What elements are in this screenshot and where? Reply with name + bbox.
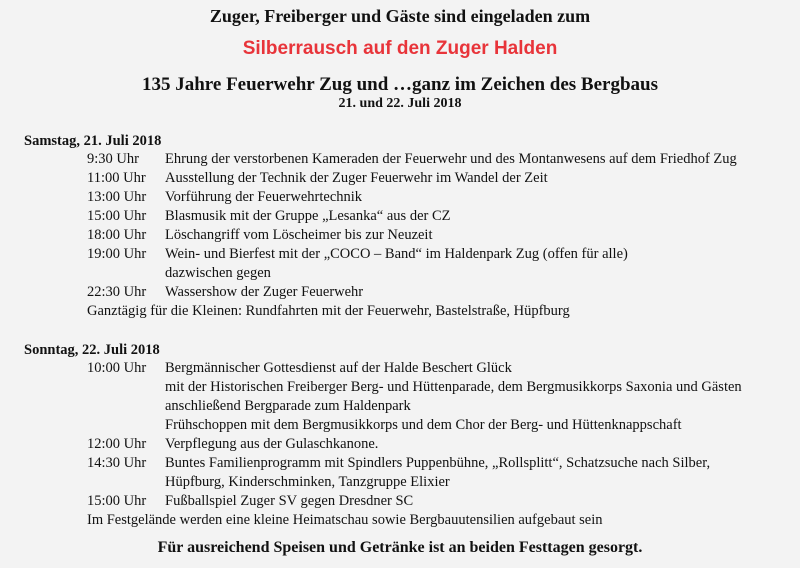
catering-note: Für ausreichend Speisen und Getränke ist an beiden Festtagen gesorgt. — [157, 539, 643, 556]
schedule-time: 12:00 Uhr — [87, 436, 147, 452]
schedule-time: 10:00 Uhr — [87, 360, 147, 376]
saturday-note-text: Ganztägig für die Kleinen: Rundfahrten mit der Feuerwehr, Bastelstraße, Hüpfburg — [87, 303, 570, 319]
saturday-heading: Samstag, 21. Juli 2018 — [24, 133, 162, 149]
schedule-time: 15:00 Uhr — [87, 493, 147, 509]
sunday-note-text: Im Festgelände werden eine kleine Heimatschau sowie Bergbauutensilien aufgebaut sein — [87, 512, 603, 528]
sunday-heading: Sonntag, 22. Juli 2018 — [24, 342, 160, 358]
schedule-desc: Wassershow der Zuger Feuerwehr — [165, 284, 364, 300]
schedule-time: 19:00 Uhr — [87, 246, 147, 262]
schedule-time: 18:00 Uhr — [87, 227, 147, 243]
schedule-time: 14:30 Uhr — [87, 455, 147, 471]
event-dates: 21. und 22. Juli 2018 — [338, 96, 462, 111]
schedule-desc: Wein- und Bierfest mit der „COCO – Band“ im Haldenpark Zug (offen für alle) — [165, 246, 628, 262]
event-title: Silberrausch auf den Zuger Halden — [242, 38, 558, 59]
schedule-desc: Ehrung der verstorbenen Kameraden der Feuerwehr und des Montanwesens auf dem Friedhof Zug — [165, 151, 737, 167]
schedule-desc: Buntes Familienprogramm mit Spindlers Puppenbühne, „Rollsplitt“, Schatzsuche nach Silber, — [165, 455, 711, 471]
schedule-time: 15:00 Uhr — [87, 208, 147, 224]
schedule-desc: Hüpfburg, Kinderschminken, Tanzgruppe Elixier — [165, 474, 450, 490]
schedule-desc: Blasmusik mit der Gruppe „Lesanka“ aus der CZ — [165, 208, 451, 224]
schedule-desc: mit der Historischen Freiberger Berg- und Hüttenparade, dem Bergmusikkorps Saxonia und Gästen — [165, 379, 742, 395]
schedule-desc: Fußballspiel Zuger SV gegen Dresdner SC — [165, 493, 414, 509]
schedule-time: 13:00 Uhr — [87, 189, 147, 205]
schedule-desc: Löschangriff vom Löscheimer bis zur Neuzeit — [165, 227, 433, 243]
schedule-desc: Bergmännischer Gottesdienst auf der Halde Beschert Glück — [165, 360, 512, 376]
schedule-desc: Ausstellung der Technik der Zuger Feuerwehr im Wandel der Zeit — [165, 170, 548, 186]
schedule-desc: dazwischen gegen — [165, 265, 271, 281]
schedule-desc: Vorführung der Feuerwehrtechnik — [165, 189, 363, 205]
schedule-desc: anschließend Bergparade zum Haldenpark — [165, 398, 411, 414]
schedule-desc: Verpflegung aus der Gulaschkanone. — [165, 436, 379, 452]
schedule-time: 9:30 Uhr — [87, 151, 139, 167]
schedule-desc: Frühschoppen mit dem Bergmusikkorps und dem Chor der Berg- und Hüttenknappschaft — [165, 417, 682, 433]
anniversary-line: 135 Jahre Feuerwehr Zug und …ganz im Zeichen des Bergbaus — [141, 74, 658, 95]
schedule-time: 22:30 Uhr — [87, 284, 147, 300]
invitation-line: Zuger, Freiberger und Gäste sind eingeladen zum — [209, 6, 591, 26]
schedule-time: 11:00 Uhr — [87, 170, 146, 186]
